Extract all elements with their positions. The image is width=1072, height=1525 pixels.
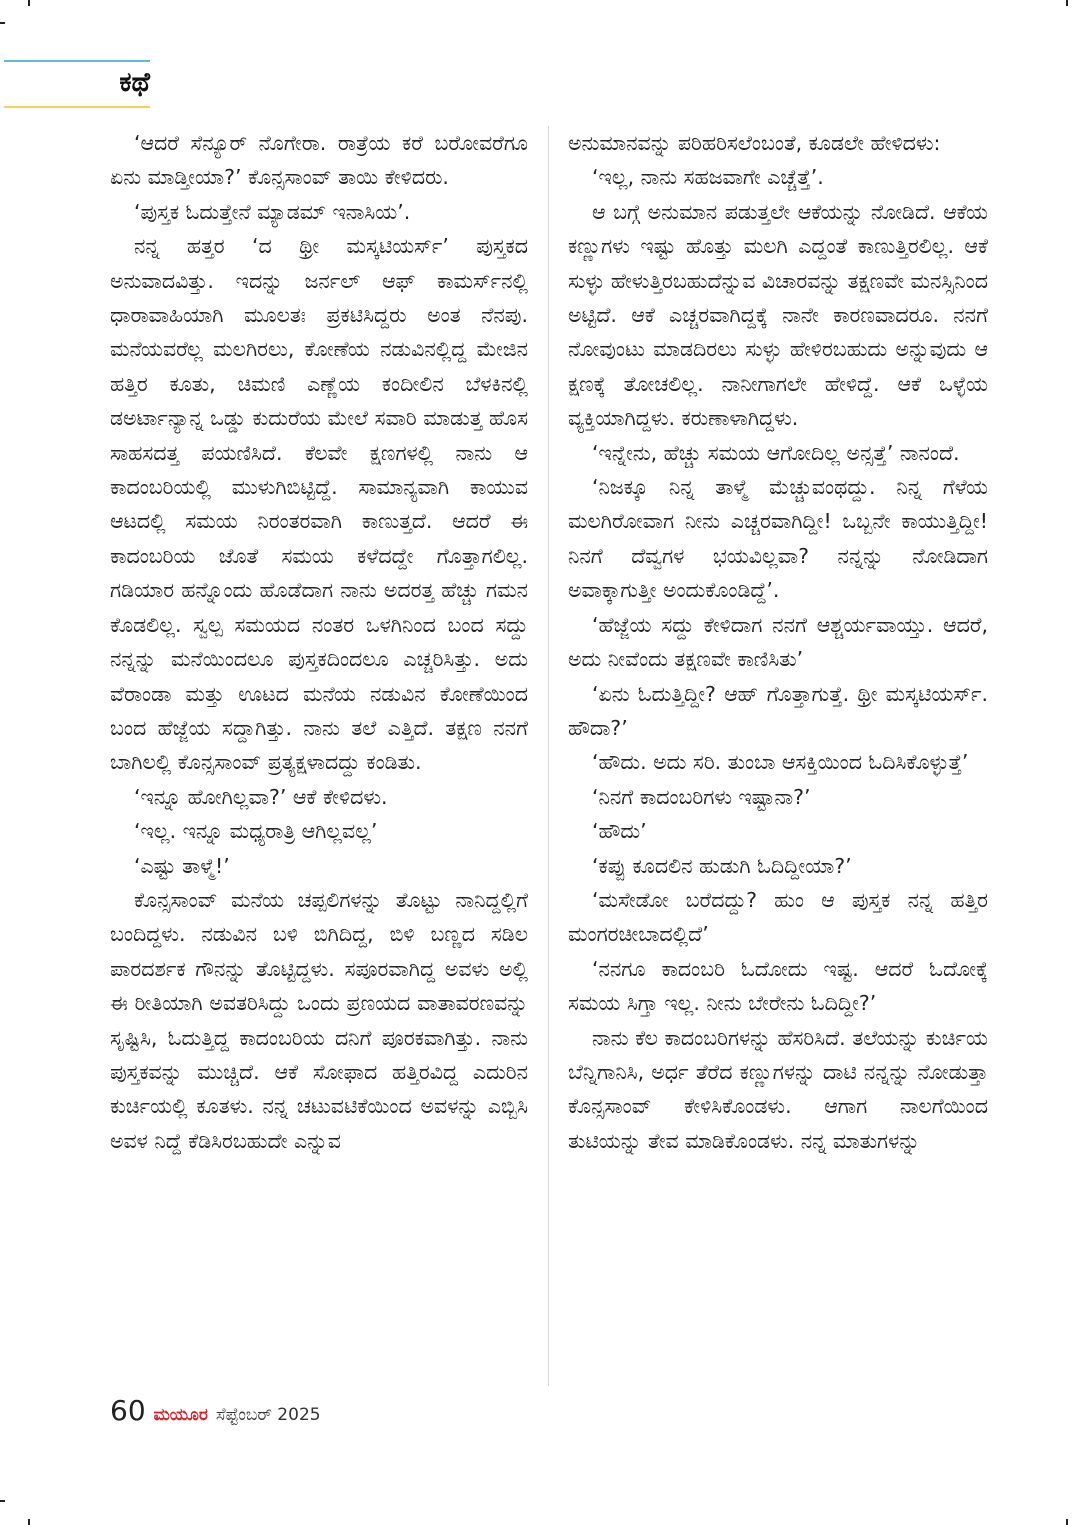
crop-mark-left-bottom [0,1500,5,1502]
paragraph: ‘ಪುಸ್ತಕ ಓದುತ್ತೇನೆ ಮ್ಯಾಡಮ್ ಇನಾಸಿಯ’. [134,199,411,224]
paragraph: ‘ನಿನಗೆ ಕಾದಂಬರಿಗಳು ಇಷ್ಟಾನಾ?’ [592,784,811,809]
paragraph: ‘ಆದರೆ ಸೆನ್ಯೂರ್ ನೊಗೇರಾ. ರಾತ್ರೆಯ ಕರೆ ಬರೋವರೆಗೂ ಏನು ಮಾಡ್ತೀಯಾ?’ ಕೊನ್ಸಸಾಂವ್ ತಾಯಿ ಕೇಳಿದರು. [110,131,528,190]
crop-mark-top-left [28,0,30,6]
header-rule-blue [4,60,150,62]
paragraph: ‘ಇಲ್ಲ, ನಾನು ಸಹಜವಾಗೇ ಎಚ್ಚೆತ್ತೆ’. [592,165,824,190]
left-column [110,126,528,1158]
crop-mark-left-top [0,22,5,24]
page-footer [110,1394,321,1427]
column-divider [548,126,549,1386]
section-title: ಕಥೆ [119,67,150,98]
crop-mark-bottom-left [28,1519,30,1525]
paragraph: ‘ಏನು ಓದುತ್ತಿದ್ದೀ? ಆಹ್ ಗೊತ್ತಾಗುತ್ತೆ. ಥ್ರೀ ಮಸ್ಕಟಿಯರ್ಸ್. ಹೌದಾ?’ [568,681,988,740]
paragraph: ‘ನಿಜಕ್ಕೂ ನಿನ್ನ ತಾಳ್ಮೆ ಮೆಚ್ಚುವಂಥದ್ದು. ನಿನ್ನ ಗೆಳೆಯ ಮಲಗಿರೋವಾಗ ನೀನು ಎಚ್ಚರವಾಗಿದ್ದೀ! ಒಬ್ಬನೇ ಕಾಯುತ್ತಿದ್ದೀ! ನಿನಗೆ ದೆವ್ವಗಳ ಭಯವಿಲ್ಲವಾ? ನನ್ನನ್ನು ನೋಡಿದಾಗ ಅವಾಕ್ಕಾಗುತ್ತೀ ಅಂದುಕೊಂಡಿದ್ದೆ’. [568,475,988,603]
crop-mark-bottom-right [1066,1519,1068,1525]
paragraph: ‘ನನಗೂ ಕಾದಂಬರಿ ಓದೋದು ಇಷ್ಟ. ಆದರೆ ಓದೋಕ್ಕೆ ಸಮಯ ಸಿಗ್ತಾ ಇಲ್ಲ. ನೀನು ಬೇರೇನು ಓದಿದ್ದೀ?’ [568,956,988,1016]
right-column [568,126,988,1158]
paragraph: ‘ಹೌದು’ [592,819,647,844]
header-rule-yellow [4,106,150,108]
paragraph: ‘ಕಪ್ಪು ಕೂದಲಿನ ಹುಡುಗಿ ಓದಿದ್ದೀಯಾ?’ [592,853,852,878]
paragraph: ‘ಮಸೇಡೋ ಬರೆದದ್ದು? ಹುಂ ಆ ಪುಸ್ತಕ ನನ್ನ ಹತ್ತಿರ ಮಂಗರಚೀಬಾದಲ್ಲಿದೆ’ [568,887,988,947]
section-header [4,58,150,108]
issue-date: ಸೆಪ್ಟೆಂಬರ್ 2025 [215,1405,321,1425]
paragraph: ‘ಹೆಜ್ಜೆಯ ಸದ್ದು ಕೇಳಿದಾಗ ನನಗೆ ಆಶ್ಚರ್ಯವಾಯ್ತು. ಆದರೆ, ಅದು ನೀವೆಂದು ತಕ್ಷಣವೇ ಕಾಣಿಸಿತು’ [568,612,988,672]
paragraph: ‘ಇನ್ನೇನು, ಹೆಚ್ಚು ಸಮಯ ಆಗೋದಿಲ್ಲ ಅನ್ಸತ್ತೆ’ ನಾನಂದೆ. [592,440,960,465]
paragraph: ‘ಇಲ್ಲ. ಇನ್ನೂ ಮಧ್ಯರಾತ್ರಿ ಆಗಿಲ್ಲವಲ್ಲ’ [134,819,378,844]
paragraph: ನನ್ನ ಹತ್ತರ ‘ದ ಥ್ರೀ ಮಸ್ಕಟಿಯರ್ಸ್’ ಪುಸ್ತಕದ ಅನುವಾದವಿತ್ತು. ಇದನ್ನು ಜರ್ನಲ್ ಆಫ್ ಕಾಮರ್ಸ್‌ನಲ್ಲಿ ಧಾರಾವಾಹಿಯಾಗಿ ಮೂಲತಃ ಪ್ರಕಟಿಸಿದ್ದರು ಅಂತ ನೆನಪು. ಮನೆಯವರೆಲ್ಲ ಮಲಗಿರಲು, ಕೋಣೆಯ ನಡುವಿನಲ್ಲಿದ್ದ ಮೇಜಿನ ಹತ್ತಿರ ಕೂತು, ಚಿಮಣಿ ಎಣ್ಣೆಯ ಕಂದೀಲಿನ ಬೆಳಕಿನಲ್ಲಿ ಡಅರ್ಟಾನ್ಯಾನ್ನ ಒಡ್ಡು ಕುದುರೆಯ ಮೇಲೆ ಸವಾರಿ ಮಾಡುತ್ತ ಹೊಸ ಸಾಹಸದತ್ತ ಪಯಣಿಸಿದೆ. ಕೆಲವೇ ಕ್ಷಣಗಳಲ್ಲಿ ನಾನು ಆ ಕಾದಂಬರಿಯಲ್ಲಿ ಮುಳುಗಿಬಿಟ್ಟಿದ್ದೆ. ಸಾಮಾನ್ಯವಾಗಿ ಕಾಯುವ ಆಟದಲ್ಲಿ ಸಮಯ ನಿರಂತರವಾಗಿ ಕಾಣುತ್ತದೆ. ಆದರೆ ಈ ಕಾದಂಬರಿಯ ಜೊತೆ ಸಮಯ ಕಳೆದದ್ದೇ ಗೊತ್ತಾಗಲಿಲ್ಲ. ಗಡಿಯಾರ ಹನ್ನೊಂದು ಹೊಡೆದಾಗ ನಾನು ಅದರತ್ತ ಹೆಚ್ಚು ಗಮನ ಕೊಡಲಿಲ್ಲ. ಸ್ವಲ್ಪ ಸಮಯದ ನಂತರ ಒಳಗಿನಿಂದ ಬಂದ ಸದ್ದು ನನ್ನನ್ನು ಮನೆಯಿಂದಲೂ ಪುಸ್ತಕದಿಂದಲೂ ಎಚ್ಚರಿಸಿತ್ತು. ಅದು ವೆರಾಂಡಾ ಮತ್ತು ಊಟದ ಮನೆಯ ನಡುವಿನ ಕೋಣೆಯಿಂದ ಬಂದ ಹೆಜ್ಜೆಯ ಸದ್ದಾಗಿತ್ತು. ನಾನು ತಲೆ ಎತ್ತಿದೆ. ತಕ್ಷಣ ನನಗೆ ಬಾಗಿಲಲ್ಲಿ ಕೊನ್ಸಸಾಂವ್ ಪ್ರತ್ಯಕ್ಷಳಾದದ್ದು ಕಂಡಿತು. [110,234,528,775]
paragraph: ‘ಎಷ್ಟು ತಾಳ್ಮೆ!’ [134,853,230,878]
paragraph: ‘ಹೌದು. ಅದು ಸರಿ. ತುಂಬಾ ಆಸಕ್ತಿಯಿಂದ ಓದಿಸಿಕೊಳ್ಳುತ್ತೆ’ [592,750,969,775]
paragraph: ಆ ಬಗ್ಗೆ ಅನುಮಾನ ಪಡುತ್ತಲೇ ಆಕೆಯನ್ನು ನೋಡಿದೆ. ಆಕೆಯ ಕಣ್ಣುಗಳು ಇಷ್ಟು ಹೊತ್ತು ಮಲಗಿ ಎದ್ದಂತೆ ಕಾಣುತ್ತಿರಲಿಲ್ಲ. ಆಕೆ ಸುಳ್ಳು ಹೇಳುತ್ತಿರಬಹುದೆನ್ನುವ ವಿಚಾರವನ್ನು ತಕ್ಷಣವೇ ಮನಸ್ಸಿನಿಂದ ಅಟ್ಟಿದೆ. ಆಕೆ ಎಚ್ಚರವಾಗಿದ್ದಕ್ಕೆ ನಾನೇ ಕಾರಣವಾದರೂ. ನನಗೆ ನೋವುಂಟು ಮಾಡದಿರಲು ಸುಳ್ಳು ಹೇಳಿರಬಹುದು ಅನ್ನುವುದು ಆ ಕ್ಷಣಕ್ಕೆ ತೋಚಲಿಲ್ಲ. ನಾನೀಗಾಗಲೇ ಹೇಳಿದ್ದೆ. ಆಕೆ ಒಳ್ಳೆಯ ವ್ಯಕ್ತಿಯಾಗಿದ್ದಳು. ಕರುಣಾಳಾಗಿದ್ದಳು. [568,199,988,431]
paragraph: ನಾನು ಕೆಲ ಕಾದಂಬರಿಗಳನ್ನು ಹೆಸರಿಸಿದೆ. ತಲೆಯನ್ನು ಕುರ್ಚಿಯ ಬೆನ್ನಿಗಾನಿಸಿ, ಅರ್ಧ ತೆರೆದ ಕಣ್ಣುಗಳನ್ನು ದಾಟಿ ನನ್ನನ್ನು ನೋಡುತ್ತಾ ಕೊನ್ಸಸಾಂವ್ ಕೇಳಿಸಿಕೊಂಡಳು. ಆಗಾಗ ನಾಲಗೆಯಿಂದ ತುಟಿಯನ್ನು ತೇವ ಮಾಡಿಕೊಂಡಳು. ನನ್ನ ಮಾತುಗಳನ್ನು [568,1025,988,1153]
magazine-logo: ಮಯೂರ [153,1405,208,1425]
crop-mark-top-right [1066,0,1068,6]
paragraph: ‘ಇನ್ನೂ ಹೋಗಿಲ್ಲವಾ?’ ಆಕೆ ಕೇಳಿದಳು. [134,784,388,809]
paragraph: ಕೊನ್ಸಸಾಂವ್ ಮನೆಯ ಚಪ್ಪಲಿಗಳನ್ನು ತೊಟ್ಟು ನಾನಿದ್ದಲ್ಲಿಗೆ ಬಂದಿದ್ದಳು. ನಡುವಿನ ಬಳಿ ಬಿಗಿದಿದ್ದ, ಬಿಳಿ ಬಣ್ಣದ ಸಡಿಲ ಪಾರದರ್ಶಕ ಗೌನನ್ನು ತೊಟ್ಟಿದ್ದಳು. ಸಪೂರವಾಗಿದ್ದ ಅವಳು ಅಲ್ಲಿ ಈ ರೀತಿಯಾಗಿ ಅವತರಿಸಿದ್ದು ಒಂದು ಪ್ರಣಯದ ವಾತಾವರಣವನ್ನು ಸೃಷ್ಟಿಸಿ, ಓದುತ್ತಿದ್ದ ಕಾದಂಬರಿಯ ದನಿಗೆ ಪೂರಕವಾಗಿತ್ತು. ನಾನು ಪುಸ್ತಕವನ್ನು ಮುಚ್ಚಿದೆ. ಆಕೆ ಸೋಫಾದ ಹತ್ತಿರವಿದ್ದ ಎದುರಿನ ಕುರ್ಚಿಯಲ್ಲಿ ಕೂತಳು. ನನ್ನ ಚಟುವಟಿಕೆಯಿಂದ ಅವಳನ್ನು ಎಬ್ಬಿಸಿ ಅವಳ ನಿದ್ದೆ ಕೆಡಿಸಿರಬಹುದೇ ಎನ್ನುವ [110,887,528,1153]
page-number: 60 [110,1394,146,1427]
paragraph-continued: ಅನುಮಾನವನ್ನು ಪರಿಹರಿಸಲೆಂಬಂತೆ, ಕೂಡಲೇ ಹೇಳಿದಳು: [568,131,941,155]
